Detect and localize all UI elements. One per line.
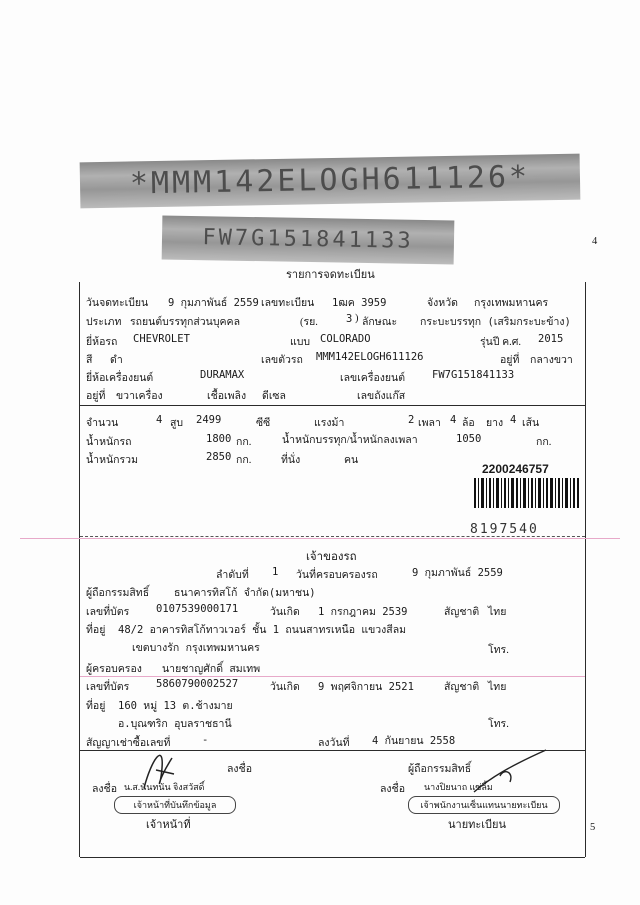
chassis-loc-label: อยู่ที่ (500, 355, 520, 366)
load: 1050 (456, 433, 482, 445)
engine-no: FW7G151841133 (432, 369, 515, 381)
holder-sign-label: ลงชื่อ (227, 764, 252, 775)
id2-label: เลขที่บัตร (86, 682, 130, 693)
id-label: เลขที่บัตร (86, 607, 130, 618)
nation2: ไทย (488, 681, 507, 693)
contract-label: สัญญาเช่าซื้อเลขที่ (86, 738, 171, 749)
id2-number: 5860790002527 (156, 678, 239, 690)
wheels: 4 (450, 414, 457, 426)
fuel: ดีเซล (262, 390, 286, 402)
addr2-line-1: 160 หมู่ 13 ต.ช้างมาย (118, 700, 233, 712)
holder-label: ผู้ถือกรรมสิทธิ์ (86, 588, 150, 599)
pink-line-2 (80, 676, 585, 677)
total-unit: กก. (236, 455, 252, 466)
tires: 4 (510, 414, 517, 426)
nation: ไทย (488, 606, 507, 618)
addr-line-1: 48/2 อาคารทิสโก้ทาวเวอร์ ชั้น 1 ถนนสาทรเหนือ แขวงสีลม (118, 624, 407, 636)
officer-stamp: เจ้าหน้าที่บันทึกข้อมูล (114, 796, 236, 814)
reg-date: 9 กุมภาพันธ์ 2559 (168, 297, 259, 309)
birth2-label: วันเกิด (270, 682, 300, 693)
seats-unit: คน (344, 455, 359, 466)
tires-unit: เส้น (522, 418, 540, 429)
contract-date-label: ลงวันที่ (318, 738, 350, 749)
model: COLORADO (320, 333, 371, 345)
engine-loc: ขวาเครื่อง (116, 390, 163, 402)
own-date: 9 กุมภาพันธ์ 2559 (412, 567, 503, 579)
gas-label: เลขถังแก๊ส (357, 391, 406, 402)
top-faint-text (120, 6, 122, 16)
addr2-line-2: อ.บุณฑริก อุบลราชธานี (118, 718, 232, 730)
registrar-stamp: เจ้าพนักงานเซ็นแทนนายทะเบียน (408, 796, 560, 814)
owner-title: เจ้าของรถ (306, 551, 357, 563)
contract: - (202, 734, 209, 746)
wheel-unit: ล้อ (462, 418, 475, 429)
birth-label: วันเกิด (270, 607, 300, 618)
load-unit: กก. (536, 437, 552, 448)
cyl-unit: สูบ (170, 418, 184, 429)
vin-tape: *MMM142ELOGH611126* (80, 154, 581, 209)
color-label: สี (86, 355, 93, 366)
holder: ธนาคารทิสโก้ จำกัด(มหาชน) (174, 587, 316, 599)
officer-sign-label: ลงชื่อ (92, 784, 117, 795)
reg-number: 1ฒค 3959 (332, 297, 387, 309)
nation2-label: สัญชาติ (444, 682, 480, 693)
weight-label: น้ำหนักรถ (86, 437, 132, 448)
type-label: ประเภท (86, 317, 122, 328)
engine-brand-label: ยี่ห้อเครื่องยนต์ (86, 373, 154, 384)
engine-tape: FW7G151841133 (162, 215, 455, 264)
chassis-loc: กลางขวา (530, 354, 573, 366)
section-divider-1 (80, 405, 585, 406)
officer-name: น.ส.นันทนัน จิงสวัสดิ์ (124, 782, 205, 792)
registrar-signature-icon (470, 748, 550, 798)
engine-no-label: เลขเครื่องยนต์ (340, 373, 406, 384)
id-number: 0107539000171 (156, 603, 239, 615)
cc-unit: ซีซี (256, 418, 271, 429)
cyl-label: จำนวน (86, 418, 119, 429)
total-label: น้ำหนักรวม (86, 455, 138, 466)
officer-title: เจ้าหน้าที่ (146, 819, 191, 831)
type: รถยนต์บรรทุกส่วนบุคคล (130, 316, 240, 328)
rs: 3 (346, 313, 353, 325)
chassis-label: เลขตัวรถ (261, 355, 303, 366)
pink-line-1 (20, 538, 620, 539)
registrar-title: นายทะเบียน (448, 819, 507, 831)
officer-signature-icon (134, 738, 184, 792)
load-label: น้ำหนักบรรทุก/น้ำหนักลงเพลา (282, 435, 418, 446)
engine-brand: DURAMAX (200, 369, 245, 381)
year: 2015 (538, 333, 564, 345)
tel-label: โทร. (488, 645, 509, 656)
reg-date-label: วันจดทะเบียน (86, 298, 149, 309)
barcode-number: 2200246757 (482, 462, 549, 476)
weight-unit: กก. (236, 437, 252, 448)
cc: 2499 (196, 414, 222, 426)
page-number-bottom: 5 (590, 822, 596, 833)
brand-label: ยี่ห้อรถ (86, 337, 118, 348)
frame-left (79, 282, 80, 857)
style: กระบะบรรทุก (เสริมกระบะข้าง) (420, 316, 571, 328)
hp-label: แรงม้า (314, 418, 345, 429)
nation-label: สัญชาติ (444, 607, 480, 618)
barcode-icon (474, 478, 580, 508)
addr2-label: ที่อยู่ (86, 701, 106, 712)
fuel-label: เชื้อเพลิง (207, 391, 247, 402)
seq-label: ลำดับที่ (216, 570, 249, 581)
possessor: นายชาญศักดิ์ สมเทพ (162, 663, 261, 675)
addr-line-2: เขตบางรัก กรุงเทพมหานคร (132, 642, 260, 654)
barcode-partial-number: 8197540 (470, 522, 539, 537)
axle-unit: เพลา (418, 418, 441, 429)
birth: 1 กรกฎาคม 2539 (318, 606, 408, 618)
tel2-label: โทร. (488, 719, 509, 730)
own-date-label: วันที่ครอบครองรถ (296, 570, 378, 581)
weight: 1800 (206, 433, 232, 445)
frame-right (585, 282, 586, 857)
addr-label: ที่อยู่ (86, 625, 106, 636)
possessor-label: ผู้ครอบครอง (86, 664, 142, 675)
tires-label: ยาง (486, 418, 504, 429)
model-label: แบบ (290, 337, 311, 348)
bottom-border (80, 857, 585, 858)
province-label: จังหวัด (427, 298, 458, 309)
brand: CHEVROLET (133, 333, 190, 345)
province: กรุงเทพมหานคร (474, 297, 549, 309)
seats-label: ที่นั่ง (281, 455, 301, 466)
total: 2850 (206, 451, 232, 463)
style-label: ลักษณะ (362, 317, 398, 328)
registrar-name: นางปิยนาถ แซ่ลิ้ม (424, 782, 493, 792)
holder-sign-title: ผู้ถือกรรมสิทธิ์ (408, 764, 472, 775)
birth2: 9 พฤศจิกายน 2521 (318, 681, 414, 693)
registrar-sign-label: ลงชื่อ (380, 784, 405, 795)
reg-number-label: เลขทะเบียน (261, 298, 315, 309)
page-number-top: 4 (592, 236, 598, 247)
color: ดำ (110, 354, 123, 366)
page-title: รายการจดทะเบียน (286, 269, 375, 281)
rs-label: (รย. (300, 317, 318, 328)
seq: 1 (272, 566, 279, 578)
rs-close: ) (355, 313, 359, 324)
axles: 2 (408, 414, 415, 426)
contract-date: 4 กันยายน 2558 (372, 735, 456, 747)
engine-loc-label: อยู่ที่ (86, 391, 106, 402)
section-divider-2 (80, 536, 585, 537)
year-label: รุ่นปี ค.ศ. (480, 337, 522, 348)
cyl: 4 (156, 414, 163, 426)
chassis: MMM142ELOGH611126 (316, 351, 424, 363)
